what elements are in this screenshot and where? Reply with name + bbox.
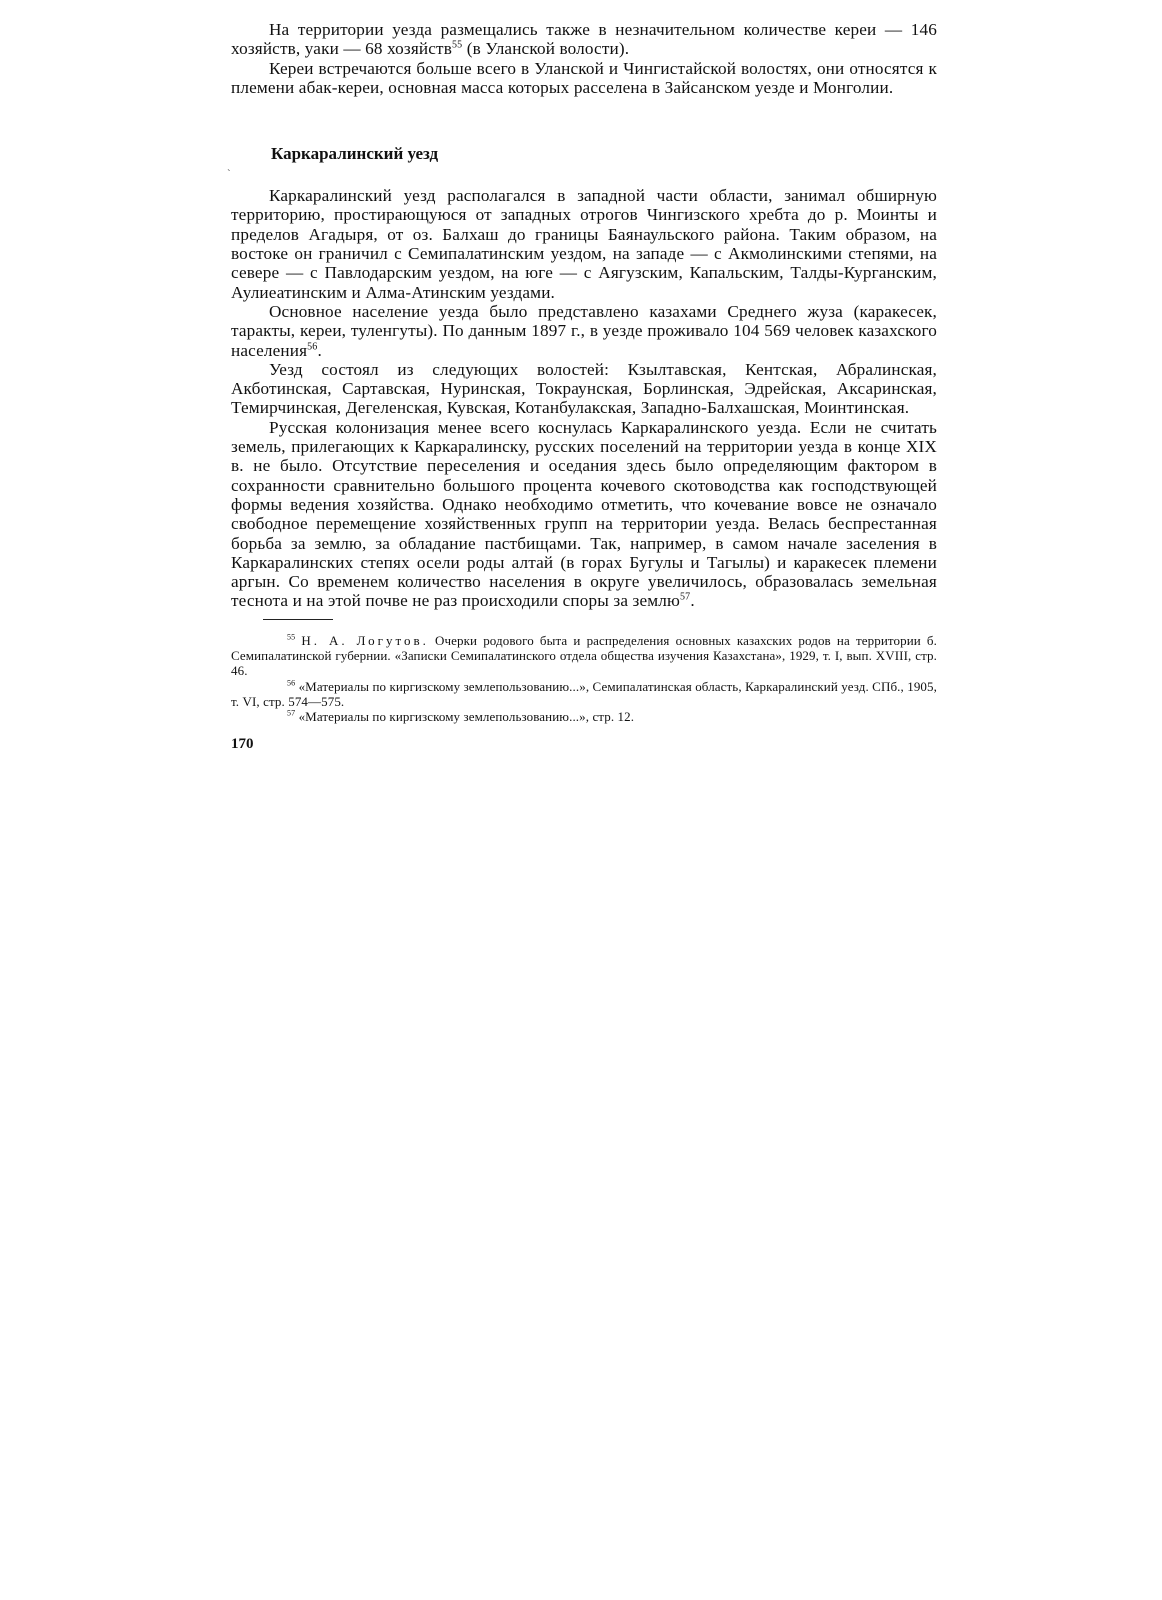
paragraph-main-4 bbox=[231, 418, 937, 611]
paragraph-intro-1 bbox=[231, 20, 937, 59]
paragraph-text-tail: (в Уланской волости). bbox=[462, 39, 630, 59]
section-title: Каркаралинский уезд bbox=[271, 144, 439, 164]
paragraph-main-1 bbox=[231, 186, 937, 302]
paragraph-text: Кереи встречаются больше всего в Уланской и Чингистайской волостях, они относятся к племени абак-кереи, основная масса которых расселена в Зайсанском уезде и Монголии. bbox=[231, 58, 937, 97]
footnote-56 bbox=[231, 679, 937, 710]
paragraph-main-3 bbox=[231, 360, 937, 418]
footnote-mark: 56 bbox=[287, 678, 296, 688]
page-number: 170 bbox=[231, 735, 254, 752]
footnote-mark: 55 bbox=[287, 632, 296, 642]
footnote-ref-55: 55 bbox=[451, 39, 463, 51]
footnote-57 bbox=[231, 709, 937, 724]
footnote-ref-56: 56 bbox=[307, 340, 318, 352]
paragraph-text: Русская колонизация менее всего коснулась Каркаралинского уезда. Если не считать земель, прилегающих к Каркаралинску, русских поселений на территории уезда в конце XIX в. не было. Отсутствие переселения и оседания здесь было определяющим фактором в сохранности сравнительно большого процента кочевого скотоводства как господствующей формы ведения хозяйства. Однако необходимо отметить, что кочевание вовсе не означало свободное перемещение хозяйственных групп на территории уезда. Велась беспрестанная борьба за землю, за обладание пастбищами. Так, например, в самом начале заселения в Каркаралинских степях осели роды алтай (в горах Бугулы и Тагылы) и каракесек племени аргын. Со временем количество населения в округе увеличилось, образовалась земельная теснота и на этой почве не раз происходили споры за землю bbox=[231, 417, 937, 611]
footnote-divider bbox=[263, 619, 333, 620]
footnote-text: Очерки родового быта и распределения основных казахских родов на территории б. Семипалатинской губернии. «Записки Семипалатинского отдела общества изучения Казахстана», 1929, т. I, вып. XVIII, стр. 46. bbox=[231, 632, 937, 679]
footnote-text: «Материалы по киргизскому землепользованию...», Семипалатинская область, Каркаралинский уезд. СПб., 1905, т. VI, стр. 574—575. bbox=[231, 678, 937, 709]
paragraph-text-tail: . bbox=[690, 591, 695, 611]
paragraph-intro-2 bbox=[231, 59, 937, 98]
paragraph-text: Уезд состоял из следующих волостей: Кзылтавская, Кентская, Абралинская, Акботинская, Сартавская, Нуринская, Токраунская, Борлинская, Эдрейская, Аксаринская, Темирчинская, Дегеленская, Кувская, Котанбулакская, Западно-Балхашская, Моинтинская. bbox=[231, 359, 937, 418]
paragraph-text: Каркаралинский уезд располагался в западной части области, занимал обширную территорию, простирающуюся от западных отрогов Чингизского хребта до р. Моинты и пределов Агадыря, от оз. Балхаш до границы Баянаульского района. Таким образом, на востоке он граничил с Семипалатинским уездом, на западе — с Акмолинскими степями, на севере — с Павлодарским уездом, на юге — с Аягузским, Капальским, Талды-Курганским, Аулиеатинским и Алма-Атинским уездами. bbox=[231, 186, 937, 302]
paragraph-text: На территории уезда размещались также в незначительном количестве кереи — 146 хозяйств, уаки — 68 хозяйств bbox=[231, 20, 937, 59]
stray-mark: ` bbox=[227, 168, 231, 180]
book-page bbox=[231, 20, 937, 753]
footnote-ref-57: 57 bbox=[680, 591, 691, 603]
paragraph-text-tail: . bbox=[317, 340, 322, 360]
paragraph-main-2 bbox=[231, 302, 937, 360]
footnote-55 bbox=[231, 633, 937, 679]
footnote-text: «Материалы по киргизскому землепользованию...», стр. 12. bbox=[298, 709, 635, 725]
footnote-author: Н. А. Логутов. bbox=[301, 632, 429, 648]
paragraph-text: Основное население уезда было представлено казахами Среднего жуза (каракесек, таракты, кереи, туленгуты). По данным 1897 г., в уезде проживало 104 569 человек казахского населения bbox=[231, 301, 937, 360]
footnote-mark: 57 bbox=[287, 708, 296, 718]
